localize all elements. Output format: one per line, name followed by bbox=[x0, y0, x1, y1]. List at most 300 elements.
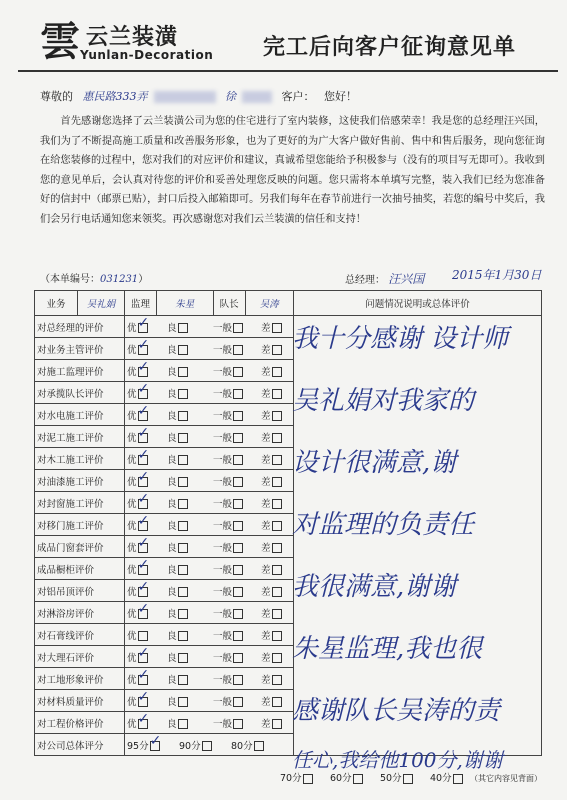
score-option bbox=[380, 770, 430, 784]
rating-checkbox[interactable] bbox=[272, 455, 282, 465]
rating-option-label: 一般 bbox=[213, 410, 233, 422]
header-business-value: 吴礼娟 bbox=[78, 291, 125, 316]
rating-checkbox[interactable] bbox=[138, 719, 148, 729]
row-label: 对铝吊顶评价 bbox=[35, 580, 125, 602]
comment-line: 我十分感谢 设计师 bbox=[292, 324, 509, 354]
rating-checkbox[interactable] bbox=[233, 411, 243, 421]
rating-checkbox[interactable] bbox=[233, 587, 243, 597]
row-label: 成品门窗套评价 bbox=[35, 536, 125, 558]
rating-option bbox=[167, 496, 213, 510]
rating-option-label: 差 bbox=[261, 608, 271, 620]
rating-checkbox[interactable] bbox=[138, 367, 148, 377]
rating-checkbox[interactable] bbox=[138, 697, 148, 707]
score-label: 50分 bbox=[380, 773, 402, 784]
rating-option-label: 良 bbox=[167, 322, 177, 334]
score-checkbox[interactable] bbox=[403, 774, 413, 784]
rating-checkbox[interactable] bbox=[233, 323, 243, 333]
row-label: 对油漆施工评价 bbox=[35, 470, 125, 492]
rating-option bbox=[127, 430, 167, 444]
rating-option-label: 一般 bbox=[213, 542, 233, 554]
header-supervisor: 监理 bbox=[125, 291, 157, 316]
score-option bbox=[430, 770, 480, 784]
rating-checkbox[interactable] bbox=[272, 609, 282, 619]
rating-options bbox=[125, 690, 294, 712]
rating-checkbox[interactable] bbox=[138, 609, 148, 619]
rating-checkbox[interactable] bbox=[178, 367, 188, 377]
score-label: 70分 bbox=[280, 773, 302, 784]
rating-option-label: 差 bbox=[261, 520, 271, 532]
rating-checkbox[interactable] bbox=[272, 719, 282, 729]
rating-option-label: 一般 bbox=[213, 608, 233, 620]
rating-option-label: 良 bbox=[167, 652, 177, 664]
document-header bbox=[18, 6, 558, 72]
rating-options bbox=[125, 448, 294, 470]
rating-option-label: 优 bbox=[127, 696, 137, 708]
rating-option bbox=[213, 496, 261, 510]
rating-option bbox=[213, 650, 261, 664]
rating-checkbox[interactable] bbox=[233, 565, 243, 575]
header-leader: 队长 bbox=[213, 291, 245, 316]
rating-option bbox=[213, 408, 261, 422]
rating-checkbox[interactable] bbox=[233, 675, 243, 685]
row-label: 对木工施工评价 bbox=[35, 448, 125, 470]
document-number bbox=[40, 270, 148, 285]
rating-checkbox[interactable] bbox=[272, 543, 282, 553]
rating-options bbox=[125, 712, 294, 734]
rating-checkbox[interactable] bbox=[272, 477, 282, 487]
rating-option-label: 优 bbox=[127, 674, 137, 686]
rating-option-label: 良 bbox=[167, 718, 177, 730]
intro-paragraph: 首先感谢您选择了云兰装潢公司为您的住宅进行了室内装修，这使我们倍感荣幸！我是您的总经理汪兴国，我们为了不断提高施工质量和改善服务形象，也为了更好的为广大客户做好售前、售中和售后服务，现向您征询在给您装修的过程中，您对我们的对应评价和建议，真诚希望您能给予积极参与（没有的项目写无即可）。我收到您的意见单后，会认真对待您的评价和妥善处理您反映的问题。您只需将本单填写完整，装入我们已经为您准备好的信封中（邮票已贴），封口后投入邮箱即可。另我们每年在春节前进行一次抽号抽奖，若您的编号中奖后，我们会另行电话通知您来领奖。再次感谢您对我们云兰装潢的信任和支持！ bbox=[40, 116, 545, 225]
rating-option-label: 一般 bbox=[213, 388, 233, 400]
rating-option-label: 差 bbox=[261, 432, 271, 444]
rating-option bbox=[213, 606, 261, 620]
rating-option-label: 差 bbox=[261, 476, 271, 488]
rating-checkbox[interactable] bbox=[138, 521, 148, 531]
rating-option bbox=[127, 606, 167, 620]
score-checkbox[interactable] bbox=[150, 741, 160, 751]
score-label: 40分 bbox=[430, 773, 452, 784]
rating-checkbox[interactable] bbox=[138, 631, 148, 641]
rating-checkbox[interactable] bbox=[178, 455, 188, 465]
rating-option-label: 优 bbox=[127, 630, 137, 642]
rating-checkbox[interactable] bbox=[138, 323, 148, 333]
header-business: 业务 bbox=[35, 291, 78, 316]
document-title: 完工后向客户征询意见单 bbox=[263, 35, 517, 60]
comment-line: 吴礼娟对我家的 bbox=[292, 386, 475, 416]
rating-checkbox[interactable] bbox=[138, 345, 148, 355]
row-label: 对工程价格评价 bbox=[35, 712, 125, 734]
score-option bbox=[127, 738, 177, 752]
rating-option-label: 优 bbox=[127, 498, 137, 510]
rating-option-label: 差 bbox=[261, 498, 271, 510]
manager-signature bbox=[345, 270, 424, 287]
rating-option bbox=[167, 474, 213, 488]
rating-checkbox[interactable] bbox=[178, 565, 188, 575]
rating-option bbox=[213, 452, 261, 466]
rating-checkbox[interactable] bbox=[233, 631, 243, 641]
rating-checkbox[interactable] bbox=[178, 345, 188, 355]
doc-number-value: 031231 bbox=[100, 274, 139, 285]
rating-option bbox=[213, 628, 261, 642]
rating-option bbox=[127, 386, 167, 400]
rating-checkbox[interactable] bbox=[233, 697, 243, 707]
doc-number-close: ） bbox=[138, 274, 149, 285]
rating-checkbox[interactable] bbox=[138, 411, 148, 421]
rating-checkbox[interactable] bbox=[233, 521, 243, 531]
rating-option-label: 优 bbox=[127, 608, 137, 620]
rating-checkbox[interactable] bbox=[138, 389, 148, 399]
logo-icon: 雲 bbox=[40, 18, 80, 65]
rating-checkbox[interactable] bbox=[272, 587, 282, 597]
rating-option-label: 优 bbox=[127, 388, 137, 400]
header-supervisor-value: 朱星 bbox=[156, 291, 213, 316]
rating-checkbox[interactable] bbox=[178, 587, 188, 597]
signed-date: 2015年1月30日 bbox=[452, 268, 542, 282]
rating-option-label: 良 bbox=[167, 542, 177, 554]
rating-option bbox=[127, 496, 167, 510]
rating-option bbox=[167, 518, 213, 532]
comment-area bbox=[286, 318, 546, 788]
company-name: 云兰装潢 bbox=[86, 25, 179, 50]
rating-options bbox=[125, 536, 294, 558]
table-header-row bbox=[35, 291, 542, 316]
rating-option bbox=[167, 430, 213, 444]
rating-options bbox=[125, 470, 294, 492]
rating-option bbox=[127, 518, 167, 532]
header-leader-value: 吴涛 bbox=[245, 291, 293, 316]
rating-checkbox[interactable] bbox=[272, 411, 282, 421]
rating-checkbox[interactable] bbox=[233, 477, 243, 487]
rating-option-label: 优 bbox=[127, 586, 137, 598]
rating-option bbox=[127, 562, 167, 576]
rating-option bbox=[127, 408, 167, 422]
rating-checkbox[interactable] bbox=[178, 631, 188, 641]
row-label: 对总经理的评价 bbox=[35, 316, 125, 338]
rating-option-label: 良 bbox=[167, 388, 177, 400]
comment-line: 我很满意,谢谢 bbox=[292, 572, 457, 602]
rating-option bbox=[213, 320, 261, 334]
rating-option-label: 良 bbox=[167, 476, 177, 488]
score-option bbox=[330, 770, 380, 784]
rating-option bbox=[213, 716, 261, 730]
rating-option bbox=[213, 518, 261, 532]
row-label: 对业务主管评价 bbox=[35, 338, 125, 360]
customer-name: 徐 bbox=[225, 90, 236, 103]
rating-option-label: 良 bbox=[167, 696, 177, 708]
rating-option bbox=[127, 342, 167, 356]
customer-address: 惠民路333弄 bbox=[82, 90, 148, 103]
score-label: 80分 bbox=[231, 740, 253, 752]
rating-options bbox=[125, 338, 294, 360]
rating-option bbox=[213, 672, 261, 686]
rating-checkbox[interactable] bbox=[272, 367, 282, 377]
rating-option-label: 优 bbox=[127, 652, 137, 664]
score-checkbox[interactable] bbox=[254, 741, 264, 751]
rating-option-label: 差 bbox=[261, 564, 271, 576]
row-label: 成品橱柜评价 bbox=[35, 558, 125, 580]
doc-number-label: （本单编号： bbox=[40, 274, 100, 285]
manager-name: 汪兴国 bbox=[388, 272, 425, 286]
greeting-prefix: 尊敬的 bbox=[40, 90, 73, 103]
rating-option-label: 差 bbox=[261, 586, 271, 598]
rating-option-label: 一般 bbox=[213, 696, 233, 708]
rating-option bbox=[167, 606, 213, 620]
rating-option-label: 一般 bbox=[213, 366, 233, 378]
rating-option bbox=[167, 650, 213, 664]
rating-option bbox=[127, 716, 167, 730]
rating-option-label: 差 bbox=[261, 652, 271, 664]
rating-checkbox[interactable] bbox=[178, 719, 188, 729]
rating-checkbox[interactable] bbox=[272, 697, 282, 707]
rating-checkbox[interactable] bbox=[138, 565, 148, 575]
rating-checkbox[interactable] bbox=[178, 697, 188, 707]
rating-checkbox[interactable] bbox=[272, 499, 282, 509]
rating-option bbox=[213, 694, 261, 708]
rating-checkbox[interactable] bbox=[138, 675, 148, 685]
rating-option bbox=[167, 672, 213, 686]
rating-options bbox=[125, 514, 294, 536]
score-checkbox[interactable] bbox=[353, 774, 363, 784]
row-label: 对水电施工评价 bbox=[35, 404, 125, 426]
greeting-line bbox=[40, 88, 363, 104]
rating-option-label: 优 bbox=[127, 718, 137, 730]
rating-checkbox[interactable] bbox=[178, 653, 188, 663]
rating-checkbox[interactable] bbox=[272, 389, 282, 399]
rating-option-label: 一般 bbox=[213, 652, 233, 664]
rating-option-label: 良 bbox=[167, 630, 177, 642]
rating-option bbox=[127, 452, 167, 466]
rating-option bbox=[213, 364, 261, 378]
rating-options bbox=[125, 426, 294, 448]
rating-option-label: 一般 bbox=[213, 586, 233, 598]
rating-option-label: 一般 bbox=[213, 718, 233, 730]
rating-option-label: 一般 bbox=[213, 564, 233, 576]
rating-options bbox=[125, 580, 294, 602]
rating-checkbox[interactable] bbox=[138, 433, 148, 443]
rating-options bbox=[125, 624, 294, 646]
rating-option-label: 差 bbox=[261, 542, 271, 554]
rating-option bbox=[127, 628, 167, 642]
rating-option bbox=[213, 540, 261, 554]
rating-option-label: 一般 bbox=[213, 498, 233, 510]
rating-option bbox=[127, 474, 167, 488]
rating-option-label: 优 bbox=[127, 542, 137, 554]
rating-option-label: 良 bbox=[167, 564, 177, 576]
rating-options bbox=[125, 382, 294, 404]
rating-checkbox[interactable] bbox=[178, 543, 188, 553]
rating-option bbox=[167, 628, 213, 642]
rating-checkbox[interactable] bbox=[233, 499, 243, 509]
greeting-hello: 您好！ bbox=[324, 90, 357, 103]
rating-option bbox=[167, 452, 213, 466]
rating-checkbox[interactable] bbox=[233, 455, 243, 465]
score-option bbox=[280, 770, 330, 784]
rating-options bbox=[125, 558, 294, 580]
rating-options bbox=[125, 602, 294, 624]
rating-option-label: 一般 bbox=[213, 322, 233, 334]
rating-option bbox=[127, 320, 167, 334]
customer-label: 客户： bbox=[281, 90, 315, 103]
row-label: 对承揽队长评价 bbox=[35, 382, 125, 404]
rating-option bbox=[167, 562, 213, 576]
rating-option-label: 差 bbox=[261, 344, 271, 356]
rating-checkbox[interactable] bbox=[138, 653, 148, 663]
rating-checkbox[interactable] bbox=[272, 345, 282, 355]
rating-options bbox=[125, 492, 294, 514]
rating-checkbox[interactable] bbox=[178, 433, 188, 443]
comment-line: 感谢队长吴涛的责 bbox=[292, 696, 501, 726]
manager-label: 总经理： bbox=[345, 275, 385, 286]
rating-option bbox=[213, 430, 261, 444]
rating-option bbox=[167, 694, 213, 708]
rating-checkbox[interactable] bbox=[178, 477, 188, 487]
rating-option-label: 良 bbox=[167, 410, 177, 422]
rating-checkbox[interactable] bbox=[178, 521, 188, 531]
redacted-block bbox=[154, 91, 216, 103]
rating-option-label: 优 bbox=[127, 564, 137, 576]
rating-checkbox[interactable] bbox=[272, 675, 282, 685]
rating-option-label: 差 bbox=[261, 366, 271, 378]
rating-checkbox[interactable] bbox=[272, 653, 282, 663]
score-checkbox[interactable] bbox=[303, 774, 313, 784]
redacted-block bbox=[242, 91, 272, 103]
rating-option-label: 差 bbox=[261, 696, 271, 708]
rating-option-label: 良 bbox=[167, 674, 177, 686]
rating-option-label: 优 bbox=[127, 410, 137, 422]
rating-option-label: 一般 bbox=[213, 344, 233, 356]
rating-checkbox[interactable] bbox=[233, 609, 243, 619]
score-option bbox=[231, 738, 281, 752]
rating-option bbox=[167, 584, 213, 598]
rating-checkbox[interactable] bbox=[272, 433, 282, 443]
row-label: 对封窗施工评价 bbox=[35, 492, 125, 514]
rating-checkbox[interactable] bbox=[138, 455, 148, 465]
rating-checkbox[interactable] bbox=[233, 345, 243, 355]
rating-option-label: 良 bbox=[167, 608, 177, 620]
rating-option-label: 良 bbox=[167, 344, 177, 356]
rating-option-label: 良 bbox=[167, 454, 177, 466]
rating-checkbox[interactable] bbox=[272, 323, 282, 333]
row-label: 对大理石评价 bbox=[35, 646, 125, 668]
rating-option-label: 优 bbox=[127, 520, 137, 532]
rating-checkbox[interactable] bbox=[233, 719, 243, 729]
score-checkbox[interactable] bbox=[202, 741, 212, 751]
rating-checkbox[interactable] bbox=[138, 499, 148, 509]
header-comment: 问题情况说明或总体评价 bbox=[294, 291, 542, 316]
row-label: 对石膏线评价 bbox=[35, 624, 125, 646]
rating-option-label: 良 bbox=[167, 520, 177, 532]
rating-option-label: 一般 bbox=[213, 476, 233, 488]
rating-options bbox=[125, 404, 294, 426]
rating-option bbox=[167, 716, 213, 730]
score-option bbox=[179, 738, 229, 752]
rating-option bbox=[127, 694, 167, 708]
rating-options bbox=[125, 316, 294, 338]
rating-checkbox[interactable] bbox=[233, 543, 243, 553]
score-label: 90分 bbox=[179, 740, 201, 752]
footer-note: （其它内容见背面） bbox=[470, 774, 542, 783]
rating-option-label: 差 bbox=[261, 388, 271, 400]
rating-option-label: 良 bbox=[167, 366, 177, 378]
rating-option-label: 一般 bbox=[213, 432, 233, 444]
rating-option bbox=[213, 386, 261, 400]
rating-option bbox=[213, 342, 261, 356]
rating-checkbox[interactable] bbox=[178, 389, 188, 399]
rating-options bbox=[125, 646, 294, 668]
comment-line: 朱星监理,我也很 bbox=[292, 634, 483, 664]
rating-checkbox[interactable] bbox=[272, 631, 282, 641]
score-label: 60分 bbox=[330, 773, 352, 784]
rating-option-label: 一般 bbox=[213, 454, 233, 466]
company-name-en: Yunlan-Decoration bbox=[80, 48, 214, 62]
rating-option-label: 差 bbox=[261, 674, 271, 686]
row-label: 对工地形象评价 bbox=[35, 668, 125, 690]
rating-option-label: 一般 bbox=[213, 674, 233, 686]
rating-checkbox[interactable] bbox=[233, 653, 243, 663]
rating-option-label: 优 bbox=[127, 454, 137, 466]
rating-option-label: 良 bbox=[167, 432, 177, 444]
rating-option-label: 差 bbox=[261, 454, 271, 466]
rating-option-label: 差 bbox=[261, 630, 271, 642]
rating-option bbox=[213, 562, 261, 576]
rating-option bbox=[167, 408, 213, 422]
row-label: 对施工监理评价 bbox=[35, 360, 125, 382]
rating-option bbox=[127, 672, 167, 686]
rating-checkbox[interactable] bbox=[178, 609, 188, 619]
rating-checkbox[interactable] bbox=[233, 367, 243, 377]
rating-option bbox=[167, 342, 213, 356]
rating-option-label: 差 bbox=[261, 410, 271, 422]
rating-checkbox[interactable] bbox=[178, 411, 188, 421]
rating-option-label: 优 bbox=[127, 432, 137, 444]
rating-checkbox[interactable] bbox=[138, 477, 148, 487]
rating-option-label: 良 bbox=[167, 586, 177, 598]
rating-checkbox[interactable] bbox=[233, 389, 243, 399]
extra-score-options bbox=[280, 770, 480, 784]
row-label: 对泥工施工评价 bbox=[35, 426, 125, 448]
rating-option bbox=[167, 540, 213, 554]
rating-option bbox=[213, 474, 261, 488]
rating-option-label: 一般 bbox=[213, 520, 233, 532]
rating-option bbox=[213, 584, 261, 598]
row-label: 对移门施工评价 bbox=[35, 514, 125, 536]
rating-option-label: 差 bbox=[261, 322, 271, 334]
row-label: 对材料质量评价 bbox=[35, 690, 125, 712]
rating-option bbox=[167, 320, 213, 334]
rating-checkbox[interactable] bbox=[178, 675, 188, 685]
rating-option-label: 优 bbox=[127, 344, 137, 356]
rating-option-label: 优 bbox=[127, 366, 137, 378]
score-label: 95分 bbox=[127, 740, 149, 752]
rating-option-label: 优 bbox=[127, 476, 137, 488]
rating-checkbox[interactable] bbox=[178, 499, 188, 509]
rating-option-label: 优 bbox=[127, 322, 137, 334]
rating-checkbox[interactable] bbox=[178, 323, 188, 333]
row-label: 对公司总体评分 bbox=[35, 734, 125, 756]
comment-line: 任心,我给他100分,谢谢 bbox=[292, 748, 503, 772]
rating-option-label: 一般 bbox=[213, 630, 233, 642]
rating-checkbox[interactable] bbox=[138, 587, 148, 597]
rating-options bbox=[125, 668, 294, 690]
rating-option bbox=[127, 584, 167, 598]
rating-checkbox[interactable] bbox=[138, 543, 148, 553]
rating-option bbox=[167, 386, 213, 400]
rating-checkbox[interactable] bbox=[233, 433, 243, 443]
rating-checkbox[interactable] bbox=[272, 565, 282, 575]
score-checkbox[interactable] bbox=[453, 774, 463, 784]
rating-checkbox[interactable] bbox=[272, 521, 282, 531]
